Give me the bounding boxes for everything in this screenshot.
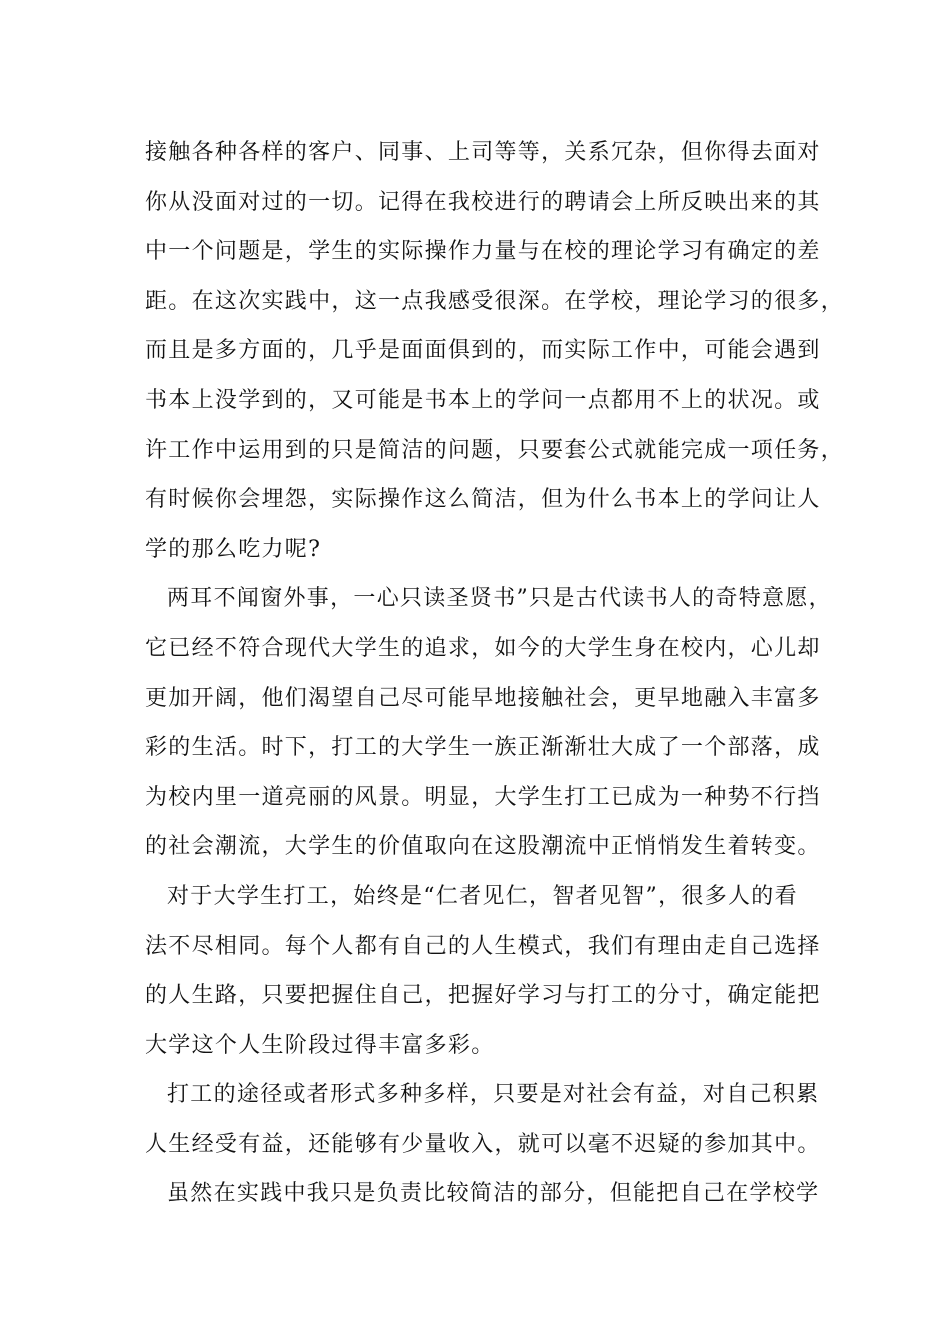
paragraph-first-line: 虽然在实践中我只是负责比较简洁的部分，但能把自己在学校学 <box>167 1181 820 1207</box>
text-line: 而且是多方面的，几乎是面面俱到的，而实际工作中，可能会遇到 <box>145 338 821 364</box>
paragraph-first-line: 两耳不闻窗外事，一心只读圣贤书”只是古代读书人的奇特意愿， <box>167 586 832 612</box>
text-line: 它已经不符合现代大学生的追求，如今的大学生身在校内，心儿却 <box>145 635 821 661</box>
text-line: 中一个问题是，学生的实际操作力量与在校的理论学习有确定的差 <box>145 239 821 265</box>
text-line: 更加开阔，他们渴望自己尽可能早地接触社会，更早地融入丰富多 <box>145 685 821 711</box>
text-line: 人生经受有益，还能够有少量收入，就可以毫不迟疑的参加其中。 <box>145 1131 821 1157</box>
text-line: 你从没面对过的一切。记得在我校进行的聘请会上所反映出来的其 <box>145 189 821 215</box>
text-line: 许工作中运用到的只是简洁的问题，只要套公式就能完成一项任务， <box>145 437 845 463</box>
text-line: 法不尽相同。每个人都有自己的人生模式，我们有理由走自己选择 <box>145 933 821 959</box>
text-line: 接触各种各样的客户、同事、上司等等，关系冗杂，但你得去面对 <box>145 140 821 165</box>
text-line: 彩的生活。时下，打工的大学生一族正渐渐壮大成了一个部落，成 <box>145 735 821 761</box>
text-line: 书本上没学到的，又可能是书本上的学问一点都用不上的状况。或 <box>145 387 821 413</box>
paragraph-first-line: 对于大学生打工，始终是“仁者见仁，智者见智”，很多人的看 <box>167 883 798 909</box>
body-text <box>145 128 845 1219</box>
text-line: 学的那么吃力呢? <box>145 536 322 562</box>
paragraph-first-line: 打工的途径或者形式多种多样，只要是对社会有益，对自己积累 <box>167 1082 820 1108</box>
text-line: 大学这个人生阶段过得丰富多彩。 <box>145 1032 495 1058</box>
text-line: 的社会潮流，大学生的价值取向在这股潮流中正悄悄发生着转变。 <box>145 834 821 860</box>
text-line: 有时候你会埋怨，实际操作这么简洁，但为什么书本上的学问让人 <box>145 487 821 513</box>
text-line: 距。在这次实践中，这一点我感受很深。在学校，理论学习的很多， <box>145 288 845 314</box>
text-line: 为校内里一道亮丽的风景。明显，大学生打工已成为一种势不行挡 <box>145 784 821 810</box>
text-line: 的人生路，只要把握住自己，把握好学习与打工的分寸，确定能把 <box>145 983 821 1009</box>
